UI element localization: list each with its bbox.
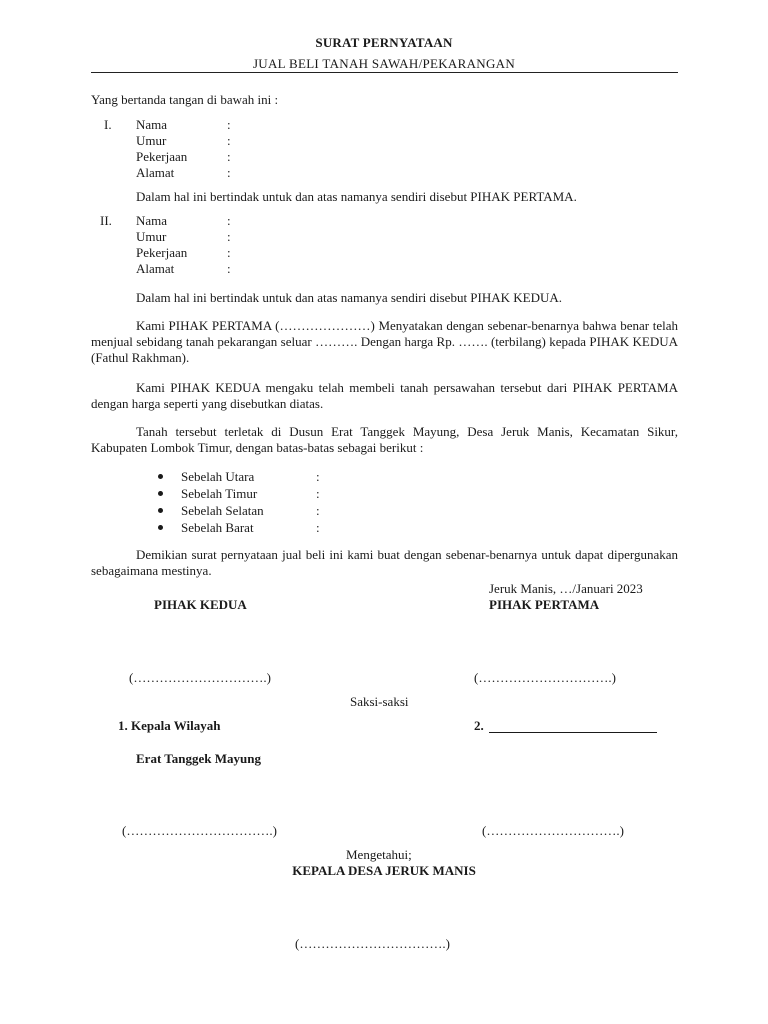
party-one-colon: :: [227, 149, 231, 164]
sale-statement-text: Kami PIHAK PERTAMA (…………………) Menyatakan dengan sebenar-benarnya bahwa benar telah menjual sebidang tanah pekarangan seluar ………. Dengan harga Rp. ……. (terbilang) kepada PIHAK KEDUA (Fathul Rakhman).: [91, 318, 678, 365]
purchase-statement-text: Kami PIHAK KEDUA mengaku telah membeli tanah persawahan tersebut dari PIHAK PERTAMA dengan harga seperti yang disebutkan diatas.: [91, 380, 678, 411]
witness-two-signature-line: [489, 732, 657, 733]
document-title: SURAT PERNYATAAN: [315, 35, 453, 50]
witness-one-label: 1. Kepala Wilayah: [118, 718, 221, 733]
intro-text: Yang bertanda tangan di bawah ini :: [91, 92, 279, 107]
purchase-statement-paragraph: [91, 380, 678, 412]
bullet-icon: [158, 525, 163, 530]
pihak-kedua-signature-blank: (………………………….): [129, 670, 271, 685]
party-two-field-job: Pekerjaan: [136, 245, 188, 260]
party-one-number: I.: [104, 117, 112, 132]
party-one-colon: :: [227, 117, 231, 132]
pihak-pertama-title: PIHAK PERTAMA: [489, 597, 600, 612]
sale-statement-paragraph: [91, 318, 678, 366]
bullet-icon: [158, 491, 163, 496]
party-two-field-age: Umur: [136, 229, 167, 244]
header-divider: [91, 72, 678, 73]
party-two-colon: :: [227, 229, 231, 244]
witness-two-signature-blank: (………………………….): [482, 823, 624, 838]
boundary-colon: :: [316, 469, 320, 484]
boundary-colon: :: [316, 520, 320, 535]
boundary-south: Sebelah Selatan: [181, 503, 264, 518]
party-two-colon: :: [227, 245, 231, 260]
party-one-field-age: Umur: [136, 133, 167, 148]
boundary-colon: :: [316, 486, 320, 501]
party-one-field-name: Nama: [136, 117, 168, 132]
party-two-colon: :: [227, 213, 231, 228]
location-paragraph: [91, 424, 678, 456]
witness-two-label: 2.: [474, 718, 484, 733]
place-date: Jeruk Manis, …/Januari 2023: [489, 581, 643, 596]
party-one-colon: :: [227, 165, 231, 180]
witness-one-signature-blank: (…………………………….): [122, 823, 277, 838]
closing-paragraph: [91, 547, 678, 579]
party-one-field-job: Pekerjaan: [136, 149, 188, 164]
location-text: Tanah tersebut terletak di Dusun Erat Tanggek Mayung, Desa Jeruk Manis, Kecamatan Sikur, Kabupaten Lombok Timur, dengan batas-batas sebagai berikut :: [91, 424, 678, 455]
party-one-colon: :: [227, 133, 231, 148]
party-two-field-name: Nama: [136, 213, 168, 228]
witness-one-subtitle: Erat Tanggek Mayung: [136, 751, 261, 766]
closing-text: Demikian surat pernyataan jual beli ini kami buat dengan sebenar-benarnya untuk dapat dipergunakan sebagaimana mestinya.: [91, 547, 678, 578]
witnesses-label: Saksi-saksi: [350, 694, 409, 709]
document-subtitle: JUAL BELI TANAH SAWAH/PEKARANGAN: [252, 56, 516, 71]
boundary-north: Sebelah Utara: [181, 469, 255, 484]
party-two-statement: Dalam hal ini bertindak untuk dan atas namanya sendiri disebut PIHAK KEDUA.: [136, 290, 563, 305]
acknowledged-label: Mengetahui;: [346, 847, 412, 862]
pihak-pertama-signature-blank: (………………………….): [474, 670, 616, 685]
party-two-number: II.: [100, 213, 112, 228]
boundary-east: Sebelah Timur: [181, 486, 258, 501]
boundary-colon: :: [316, 503, 320, 518]
party-one-statement: Dalam hal ini bertindak untuk dan atas namanya sendiri disebut PIHAK PERTAMA.: [136, 189, 577, 204]
party-two-field-address: Alamat: [136, 261, 175, 276]
bullet-icon: [158, 474, 163, 479]
bullet-icon: [158, 508, 163, 513]
pihak-kedua-title: PIHAK KEDUA: [154, 597, 247, 612]
party-two-colon: :: [227, 261, 231, 276]
village-head-signature-blank: (…………………………….): [295, 936, 450, 951]
village-head-title: KEPALA DESA JERUK MANIS: [292, 863, 476, 878]
party-one-field-address: Alamat: [136, 165, 175, 180]
boundary-west: Sebelah Barat: [181, 520, 254, 535]
